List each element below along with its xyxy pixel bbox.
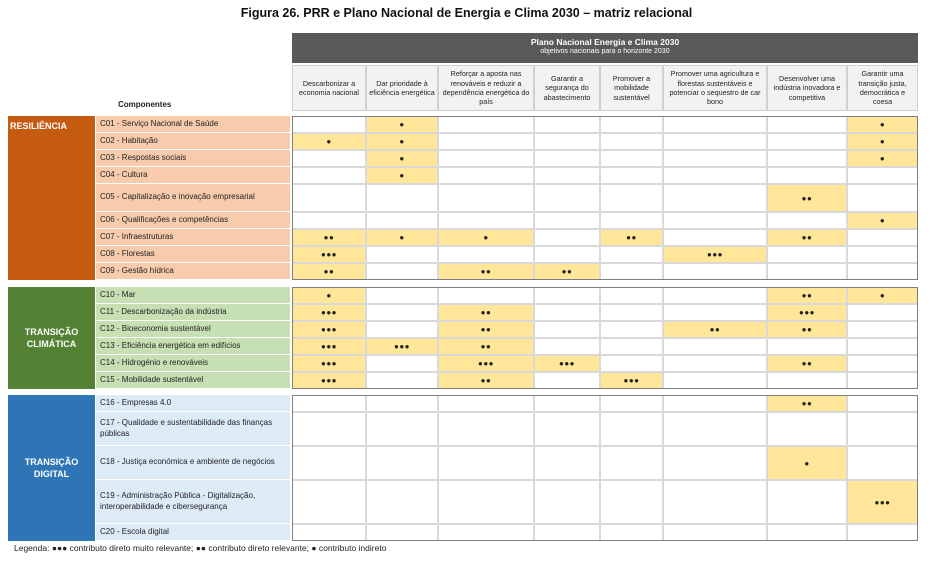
matrix-cell: ●●● <box>292 304 366 321</box>
matrix-cell <box>767 338 847 355</box>
matrix-cell: ●●● <box>847 480 918 524</box>
matrix-cell: ● <box>366 116 438 133</box>
matrix-cell <box>767 133 847 150</box>
matrix-cell: ●● <box>600 229 663 246</box>
component-label: C05 - Capitalização e inovação empresarial <box>96 184 290 211</box>
matrix-cell: ●●● <box>767 304 847 321</box>
matrix-cell <box>438 480 534 524</box>
matrix-cell <box>438 246 534 263</box>
matrix-cell: ● <box>438 229 534 246</box>
matrix-cell <box>767 167 847 184</box>
matrix-cell <box>438 133 534 150</box>
matrix-cell <box>534 524 600 541</box>
matrix-cell <box>438 395 534 412</box>
matrix-cell: ●● <box>438 304 534 321</box>
matrix-cell: ●● <box>767 184 847 212</box>
matrix-cell <box>600 338 663 355</box>
matrix-cell <box>292 150 366 167</box>
matrix-cell: ●●● <box>663 246 767 263</box>
component-label: C08 - Florestas <box>96 246 290 262</box>
matrix-cell: ● <box>767 446 847 480</box>
component-label: C03 - Respostas sociais <box>96 150 290 166</box>
matrix-cell <box>847 184 918 212</box>
matrix-cell: ●● <box>292 229 366 246</box>
component-label: C14 - Hidrogénio e renováveis <box>96 355 290 371</box>
matrix-cell <box>438 167 534 184</box>
matrix-cell <box>663 212 767 229</box>
matrix-cell: ● <box>366 150 438 167</box>
component-label: C16 - Empresas 4.0 <box>96 395 290 411</box>
figure-title: Figura 26. PRR e Plano Nacional de Energia e Clima 2030 – matriz relacional <box>240 6 693 20</box>
matrix-cell <box>438 116 534 133</box>
matrix-cell <box>600 412 663 446</box>
matrix-cell <box>292 395 366 412</box>
matrix-cell: ● <box>366 167 438 184</box>
matrix-cell <box>847 395 918 412</box>
matrix-cell <box>663 304 767 321</box>
matrix-cell <box>663 355 767 372</box>
group-label-cli: TRANSIÇÃO CLIMÁTICA <box>8 287 95 389</box>
component-label: C15 - Mobilidade sustentável <box>96 372 290 388</box>
component-label: C01 - Serviço Nacional de Saúde <box>96 116 290 132</box>
matrix-cell: ● <box>847 116 918 133</box>
component-label: C18 - Justiça económica e ambiente de negócios <box>96 446 290 479</box>
matrix-cell <box>534 184 600 212</box>
matrix-cell: ● <box>366 133 438 150</box>
matrix-cell <box>292 212 366 229</box>
matrix-cell: ●●● <box>600 372 663 389</box>
matrix-cell: ●●● <box>438 355 534 372</box>
objective-header-5: Promover a mobilidade sustentável <box>600 65 663 111</box>
matrix-cell <box>600 133 663 150</box>
matrix-cell <box>534 446 600 480</box>
matrix-cell <box>663 184 767 212</box>
matrix-cell: ●● <box>438 372 534 389</box>
group-label-res: RESILIÊNCIA <box>8 116 95 280</box>
matrix-cell: ●● <box>438 321 534 338</box>
objective-header-8: Garantir uma transição justa, democrática e coesa <box>847 65 918 111</box>
matrix-cell <box>663 412 767 446</box>
objective-header-3: Reforçar a aposta nas renováveis e reduzir a dependência energética do país <box>438 65 534 111</box>
matrix-cell: ●● <box>767 229 847 246</box>
matrix-cell: ● <box>847 150 918 167</box>
matrix-cell <box>600 321 663 338</box>
pnec-header-title: Plano Nacional Energia e Clima 2030 <box>530 37 680 47</box>
matrix-cell <box>663 116 767 133</box>
matrix-cell <box>366 412 438 446</box>
matrix-cell <box>847 412 918 446</box>
matrix-cell: ●●● <box>366 338 438 355</box>
objective-header-4: Garantir a segurança do abastecimento <box>534 65 600 111</box>
matrix-cell <box>366 304 438 321</box>
matrix-cell <box>847 372 918 389</box>
matrix-cell <box>438 212 534 229</box>
matrix-cell: ●●● <box>292 338 366 355</box>
matrix-cell: ●● <box>292 263 366 280</box>
matrix-cell: ●● <box>767 321 847 338</box>
matrix-cell <box>366 321 438 338</box>
matrix-cell <box>847 321 918 338</box>
component-label: C06 - Qualificações e competências <box>96 212 290 228</box>
matrix-cell <box>663 167 767 184</box>
matrix-cell <box>767 212 847 229</box>
matrix-cell <box>600 116 663 133</box>
matrix-cell: ● <box>366 229 438 246</box>
matrix-cell <box>600 304 663 321</box>
matrix-cell: ●● <box>438 338 534 355</box>
matrix-cell: ●●● <box>292 355 366 372</box>
matrix-cell <box>292 167 366 184</box>
matrix-cell <box>847 246 918 263</box>
matrix-cell <box>534 321 600 338</box>
matrix-cell: ● <box>292 287 366 304</box>
matrix-cell <box>534 212 600 229</box>
component-label: C10 - Mar <box>96 287 290 303</box>
matrix-cell <box>663 263 767 280</box>
component-label: C02 - Habitação <box>96 133 290 149</box>
component-label: C09 - Gestão hídrica <box>96 263 290 279</box>
matrix-cell <box>366 395 438 412</box>
matrix-cell <box>663 338 767 355</box>
matrix-cell <box>600 355 663 372</box>
matrix-cell: ● <box>847 212 918 229</box>
matrix-cell <box>767 524 847 541</box>
matrix-cell <box>366 446 438 480</box>
matrix-cell <box>534 150 600 167</box>
component-label: C17 - Qualidade e sustentabilidade das finanças públicas <box>96 412 290 445</box>
matrix-cell <box>534 304 600 321</box>
matrix-cell <box>767 263 847 280</box>
matrix-cell <box>600 184 663 212</box>
matrix-cell <box>534 395 600 412</box>
matrix-cell <box>663 395 767 412</box>
matrix-cell <box>438 150 534 167</box>
matrix-cell <box>600 150 663 167</box>
matrix-cell <box>600 287 663 304</box>
matrix-cell <box>663 446 767 480</box>
matrix-cell <box>534 167 600 184</box>
matrix-cell <box>847 263 918 280</box>
matrix-cell <box>534 116 600 133</box>
matrix-cell <box>663 524 767 541</box>
matrix-cell <box>438 287 534 304</box>
pnec-header-subtitle: objetivos nacionais para o horizonte 2030 <box>540 48 670 55</box>
matrix-cell <box>534 480 600 524</box>
matrix-cell <box>767 412 847 446</box>
component-label: C12 - Bioeconomia sustentável <box>96 321 290 337</box>
component-label: C20 - Escola digital <box>96 524 290 540</box>
objective-header-1: Descarbonizar a economia nacional <box>292 65 366 111</box>
matrix-cell: ●● <box>767 355 847 372</box>
matrix-cell <box>366 212 438 229</box>
matrix-cell <box>438 412 534 446</box>
matrix-cell <box>366 263 438 280</box>
matrix-cell <box>600 263 663 280</box>
matrix-cell <box>534 133 600 150</box>
matrix-cell <box>600 246 663 263</box>
matrix-cell <box>663 480 767 524</box>
objective-header-6: Promover uma agricultura e florestas sustentáveis e potenciar o sequestro de car bono <box>663 65 767 111</box>
components-header: Componentes <box>118 100 172 109</box>
matrix-cell <box>438 446 534 480</box>
objective-header-7: Desenvolver uma indústria inovadora e competitiva <box>767 65 847 111</box>
matrix-cell <box>366 355 438 372</box>
matrix-cell <box>767 246 847 263</box>
matrix-cell: ● <box>847 287 918 304</box>
matrix-cell: ●● <box>663 321 767 338</box>
objective-header-2: Dar prioridade à eficiência energética <box>366 65 438 111</box>
matrix-cell <box>366 480 438 524</box>
matrix-cell <box>767 150 847 167</box>
pnec-header-band <box>292 33 918 63</box>
matrix-cell <box>438 184 534 212</box>
matrix-cell <box>534 412 600 446</box>
matrix-cell <box>847 446 918 480</box>
matrix-cell <box>847 304 918 321</box>
matrix-cell <box>366 287 438 304</box>
matrix-cell <box>366 246 438 263</box>
matrix-cell <box>600 395 663 412</box>
matrix-cell <box>292 184 366 212</box>
matrix-cell <box>292 480 366 524</box>
matrix-cell: ●●● <box>292 321 366 338</box>
matrix-cell <box>847 355 918 372</box>
matrix-cell <box>366 524 438 541</box>
matrix-cell: ●●● <box>292 246 366 263</box>
matrix-cell <box>767 372 847 389</box>
matrix-cell: ●● <box>534 263 600 280</box>
matrix-cell <box>292 412 366 446</box>
matrix-cell <box>534 287 600 304</box>
matrix-cell <box>366 184 438 212</box>
matrix-cell <box>663 287 767 304</box>
matrix-cell: ● <box>847 133 918 150</box>
component-label: C11 - Descarbonização da indústria <box>96 304 290 320</box>
matrix-cell <box>292 524 366 541</box>
component-label: C19 - Administração Pública - Digitalização, interoperabilidade e cibersegurança <box>96 480 290 523</box>
matrix-cell <box>663 150 767 167</box>
matrix-cell <box>847 524 918 541</box>
matrix-cell: ● <box>292 133 366 150</box>
matrix-cell: ●● <box>438 263 534 280</box>
matrix-cell: ●●● <box>534 355 600 372</box>
matrix-cell <box>600 167 663 184</box>
matrix-cell: ●● <box>767 287 847 304</box>
matrix-cell <box>534 246 600 263</box>
matrix-cell <box>600 446 663 480</box>
matrix-cell <box>847 229 918 246</box>
matrix-cell <box>600 524 663 541</box>
matrix-cell <box>767 116 847 133</box>
matrix-cell <box>847 167 918 184</box>
matrix-cell: ●● <box>767 395 847 412</box>
matrix-cell <box>534 372 600 389</box>
matrix-cell <box>534 338 600 355</box>
matrix-cell <box>366 372 438 389</box>
component-label: C13 - Eficiência energética em edifícios <box>96 338 290 354</box>
matrix-cell <box>292 116 366 133</box>
matrix-cell <box>767 480 847 524</box>
matrix-cell <box>600 480 663 524</box>
matrix-cell <box>534 229 600 246</box>
matrix-cell <box>292 446 366 480</box>
matrix-cell <box>600 212 663 229</box>
matrix-cell <box>663 229 767 246</box>
matrix-cell: ●●● <box>292 372 366 389</box>
matrix-cell <box>438 524 534 541</box>
matrix-cell <box>847 338 918 355</box>
legend: Legenda: ●●● contributo direto muito relevante; ●● contributo direto relevante; ● contributo indireto <box>14 543 387 553</box>
matrix-cell <box>663 372 767 389</box>
component-label: C04 - Cultura <box>96 167 290 183</box>
group-label-dig: TRANSIÇÃO DIGITAL <box>8 395 95 541</box>
component-label: C07 - Infraestruturas <box>96 229 290 245</box>
matrix-cell <box>663 133 767 150</box>
